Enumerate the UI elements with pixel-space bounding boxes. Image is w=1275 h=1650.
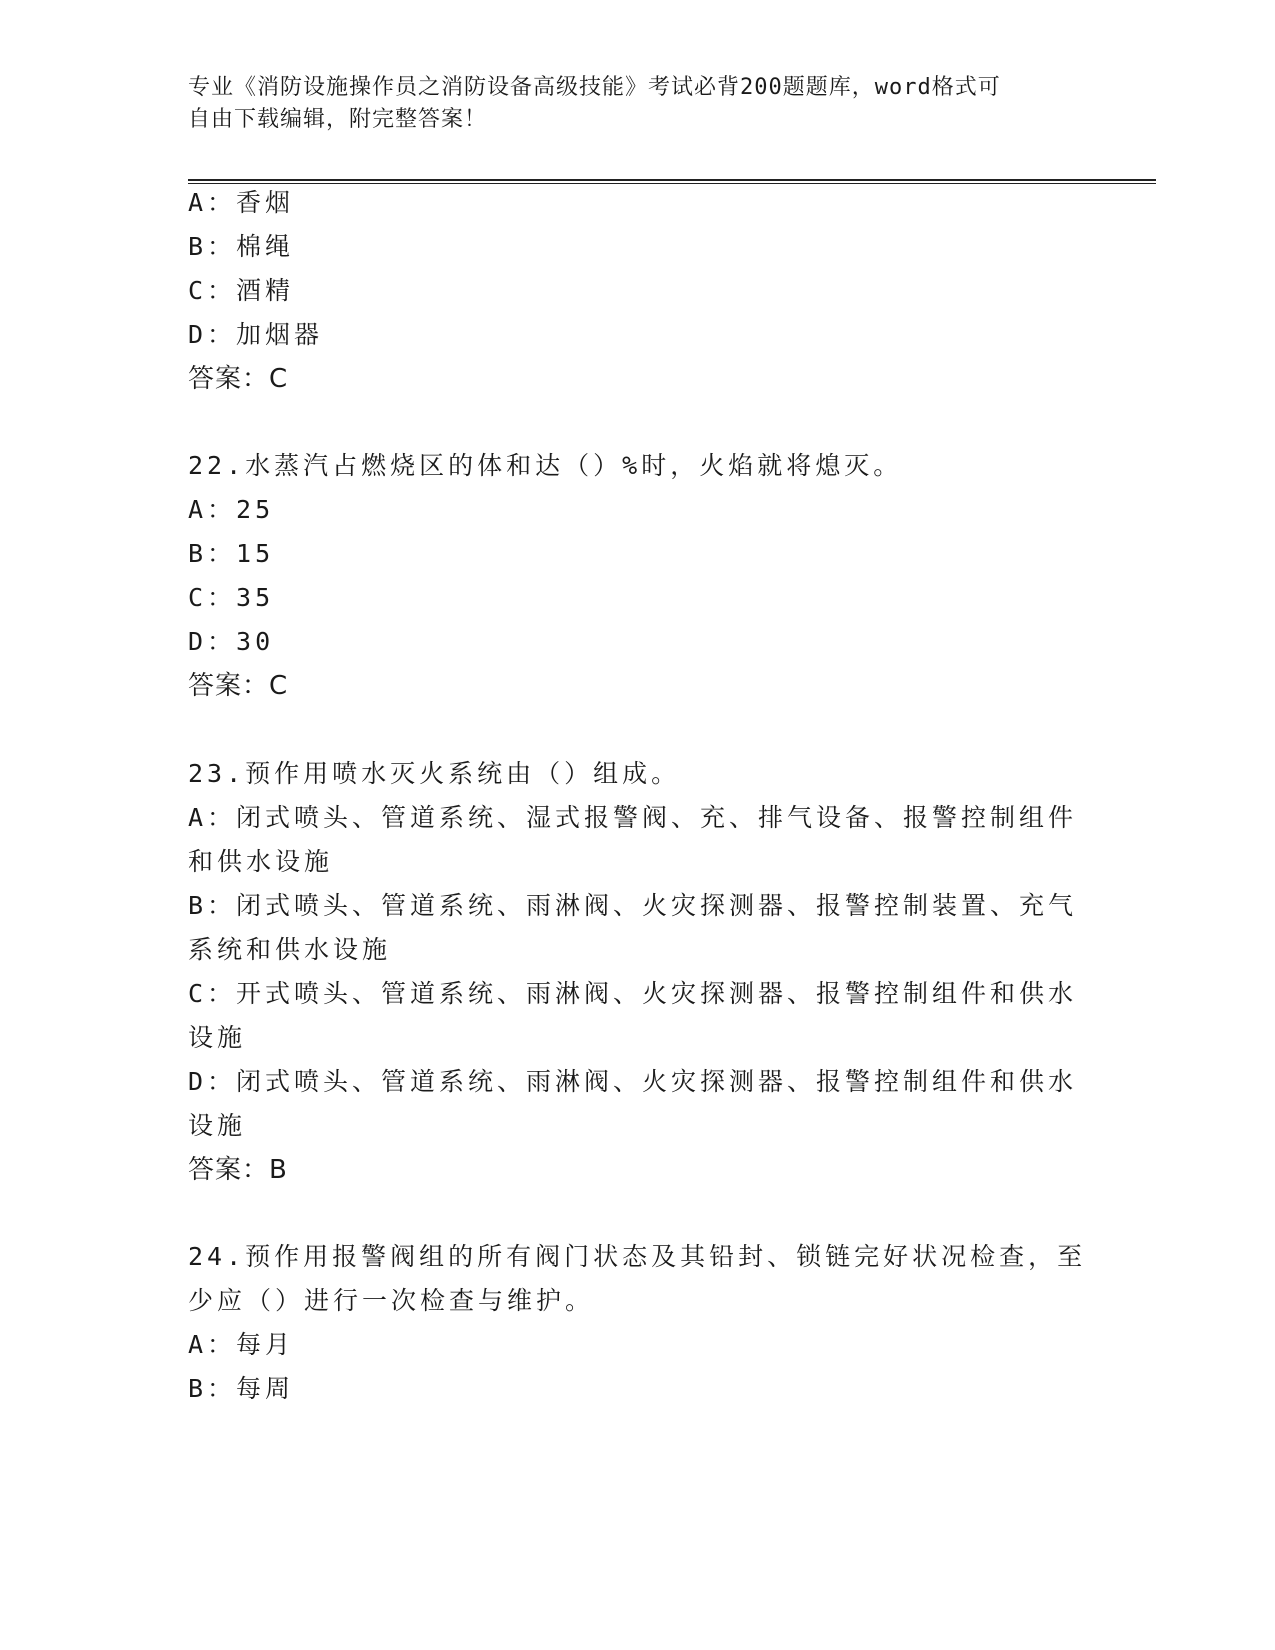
q24-question-line-1: 24.预作用报警阀组的所有阀门状态及其铅封、锁链完好状况检查，至 [188,1242,1087,1271]
q22-option-a: A：25 [188,495,275,524]
q22-question: 22.水蒸汽占燃烧区的体和达（）%时，火焰就将熄灭。 [188,451,903,480]
q23-option-a-line-1: A：闭式喷头、管道系统、湿式报警阀、充、排气设备、报警控制组件 [188,803,1078,832]
q21-option-c: C：酒精 [188,276,295,305]
q23-question: 23.预作用喷水灭火系统由（）组成。 [188,759,681,788]
header-line-2: 自由下载编辑，附完整答案！ [188,107,488,132]
q22-option-b: B：15 [188,539,275,568]
q23-option-c-line-1: C：开式喷头、管道系统、雨淋阀、火灾探测器、报警控制组件和供水 [188,979,1078,1008]
q22-answer: 答案：C [188,671,289,701]
header-divider-thin [188,183,1156,184]
q24-option-a: A：每月 [188,1330,295,1359]
q23-answer: 答案：B [188,1155,288,1185]
q21-option-b: B：棉绳 [188,232,295,261]
q21-option-a: A：香烟 [188,188,295,217]
header-divider [188,179,1156,181]
q24-option-b: B：每周 [188,1374,295,1403]
q24-question-line-2: 少应（）进行一次检查与维护。 [188,1286,595,1315]
q23-option-c-line-2: 设施 [188,1023,247,1052]
q23-option-a-line-2: 和供水设施 [188,847,334,876]
q22-option-d: D：30 [188,627,275,656]
q23-option-b-line-2: 系统和供水设施 [188,935,392,964]
q22-option-c: C：35 [188,583,275,612]
header-line-1: 专业《消防设施操作员之消防设备高级技能》考试必背200题题库，word格式可 [188,75,1001,100]
q23-option-d-line-2: 设施 [188,1111,247,1140]
q21-answer: 答案：C [188,364,289,394]
q21-option-d: D：加烟器 [188,320,324,349]
q23-option-d-line-1: D：闭式喷头、管道系统、雨淋阀、火灾探测器、报警控制组件和供水 [188,1067,1078,1096]
q23-option-b-line-1: B：闭式喷头、管道系统、雨淋阀、火灾探测器、报警控制装置、充气 [188,891,1078,920]
document-header [188,72,1088,136]
